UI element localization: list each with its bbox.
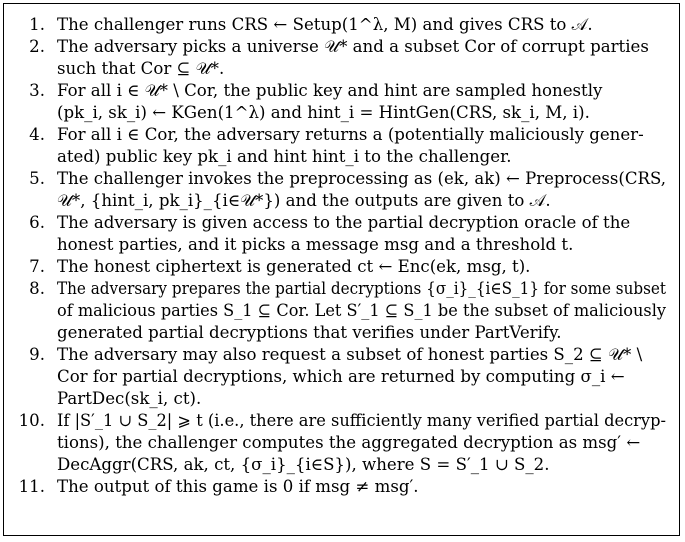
step-text-line: For all i ∈ 𝒰* \ Cor, the public key and hint are sampled honestly: [57, 81, 603, 100]
step-text-line: The output of this game is 0 if msg ≠ msg′.: [57, 477, 419, 496]
step-text-line: For all i ∈ Cor, the adversary returns a (potentially maliciously gener-: [57, 125, 644, 144]
step-number: 7.: [29, 257, 45, 276]
step-text-line: DecAggr(CRS, ak, ct, {σ_i}_{i∈S}), where S = S′_1 ∪ S_2.: [57, 455, 550, 474]
step-text-line: ated) public key pk_i and hint hint_i to the challenger.: [57, 147, 512, 166]
step-number: 9.: [29, 345, 45, 364]
step-number: 4.: [29, 125, 45, 144]
step-number: 3.: [29, 81, 45, 100]
step-number: 10.: [18, 411, 45, 430]
step-text-line: Cor for partial decryptions, which are returned by computing σ_i ←: [57, 367, 625, 386]
step-text-line: The challenger runs CRS ← Setup(1^λ, M) and gives CRS to 𝒜.: [57, 15, 593, 34]
step-number: 8.: [29, 279, 45, 298]
step-text-line: 𝒰*, {hint_i, pk_i}_{i∈𝒰*}) and the outputs are given to 𝒜.: [57, 191, 551, 210]
step-text-line: If |S′_1 ∪ S_2| ⩾ t (i.e., there are sufficiently many verified partial decryp-: [57, 411, 666, 430]
step-text-line: tions), the challenger computes the aggregated decryption as msg′ ←: [57, 433, 641, 452]
step-text-line: PartDec(sk_i, ct).: [57, 389, 202, 408]
step-number: 6.: [29, 213, 45, 232]
step-text-line: honest parties, and it picks a message msg and a threshold t.: [57, 235, 574, 254]
step-text-line: The adversary prepares the partial decryptions {σ_i}_{i∈S_1} for some subset: [57, 279, 666, 298]
step-text-line: The adversary picks a universe 𝒰* and a subset Cor of corrupt parties: [57, 37, 649, 56]
step-text-line: generated partial decryptions that verifies under PartVerify.: [57, 323, 562, 342]
step-text-line: such that Cor ⊆ 𝒰*.: [57, 59, 225, 78]
step-text-line: The adversary is given access to the partial decryption oracle of the: [57, 213, 631, 232]
step-number: 2.: [29, 37, 45, 56]
step-number: 1.: [29, 15, 45, 34]
game-definition-box: [3, 3, 680, 536]
step-text-line: The challenger invokes the preprocessing as (ek, ak) ← Preprocess(CRS,: [57, 169, 667, 188]
step-number: 11.: [18, 477, 45, 496]
step-text-line: (pk_i, sk_i) ← KGen(1^λ) and hint_i = HintGen(CRS, sk_i, M, i).: [57, 103, 590, 122]
step-text-line: of malicious parties S_1 ⊆ Cor. Let S′_1 ⊆ S_1 be the subset of maliciously: [57, 301, 666, 320]
step-text-line: The adversary may also request a subset of honest parties S_2 ⊆ 𝒰* \: [57, 345, 643, 364]
step-text-line: The honest ciphertext is generated ct ← Enc(ek, msg, t).: [57, 257, 531, 276]
step-number: 5.: [29, 169, 45, 188]
